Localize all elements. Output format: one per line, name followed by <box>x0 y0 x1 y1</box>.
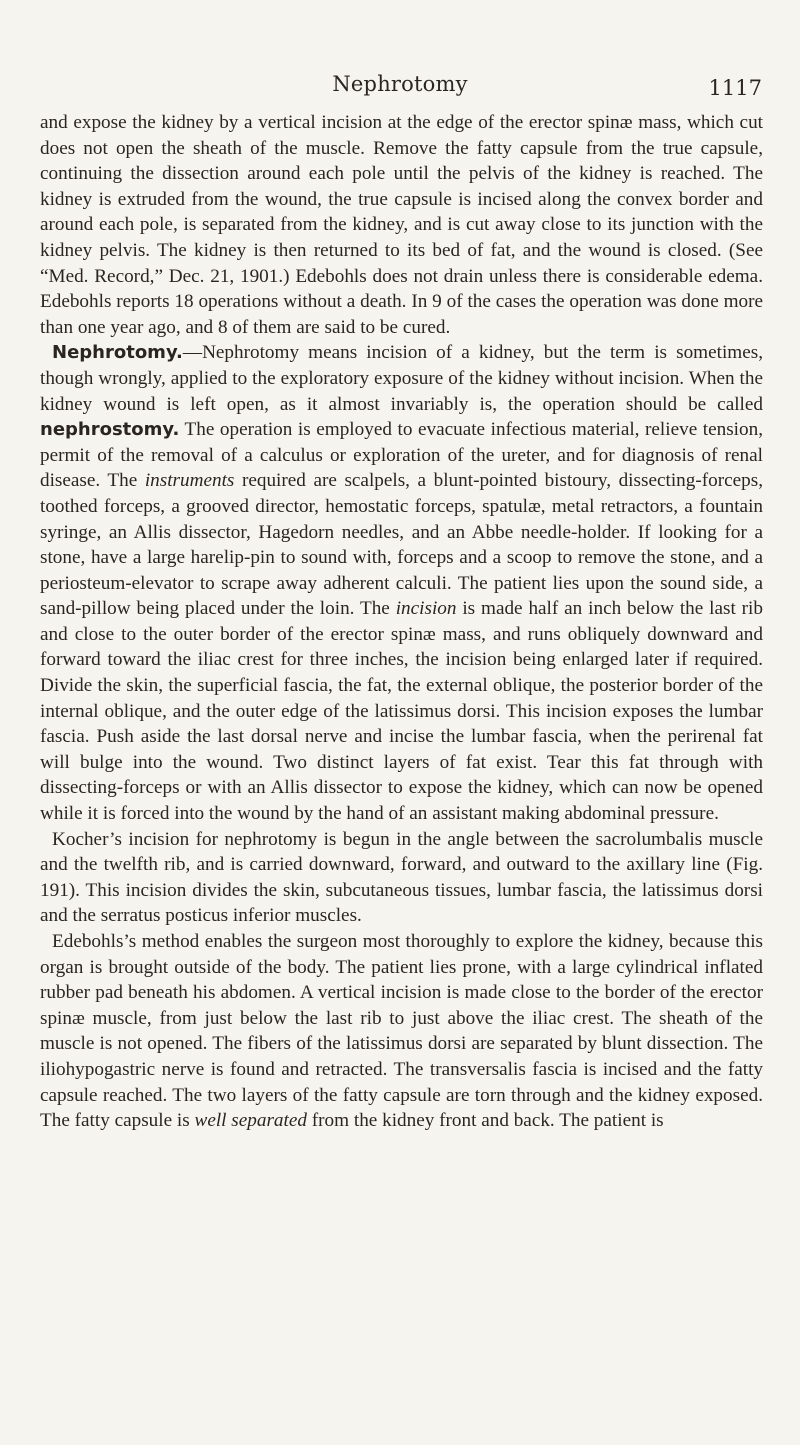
text-run: Kocher’s incision for nephrotomy is begun in the angle between the sacrolumbalis muscle and the twelfth rib, and is carried downward, forward, and outward to the axillary line (Fig. 191). This incision divides the skin, subcutaneous tissues, lumbar fascia, the latissimus dorsi and the serratus posticus inferior muscles. <box>40 828 763 927</box>
term-instruments: instruments <box>144 470 235 492</box>
text-run: from the kidney front and back. The patient is <box>306 1110 664 1132</box>
paragraph-edebohls <box>40 929 763 1134</box>
paragraph <box>40 110 763 340</box>
section-heading-nephrotomy: Nephrotomy. <box>52 342 183 364</box>
text-run: and expose the kidney by a vertical incision at the edge of the erector spinæ mass, which cut does not open the sheath of the muscle. Remove the fatty capsule from the true capsule, continuing the dissection around each pole until the pelvis of the kidney is reached. The kidney is extruded from the wound, the true capsule is incised along the convex border and around each pole, is separated from the kidney, and is cut away close to its junction with the kidney pelvis. The kidney is then returned to its bed of fat, and the wound is closed. (See “Med. Record,” Dec. 21, 1901.) Edebohls does not drain unless there is considerable edema. Edebohls reports 18 operations without a death. In 9 of the cases the operation was done more than one year ago, and 8 of them are said to be cured. <box>40 112 763 338</box>
paragraph-kocher <box>40 827 763 929</box>
term-well-separated: well separated <box>194 1110 307 1132</box>
text-run: is made half an inch below the last rib and close to the outer border of the erector spinæ mass, and runs obliquely downward and forward toward the iliac crest for three inches, the incision being enlarged later if required. Divide the skin, the superficial fascia, the fat, the external oblique, the posterior border of the internal oblique, and the outer edge of the latissimus dorsi. This incision exposes the lumbar fascia. Push aside the last dorsal nerve and incise the lumbar fascia, when the perirenal fat will bulge into the wound. Two distinct layers of fat exist. Tear this fat through with dissecting-forceps or with an Allis dissector to expose the kidney, which can now be opened while it is forced into the wound by the hand of an assistant making abdominal pressure. <box>40 598 763 825</box>
text-run: —Nephrotomy means incision of a kidney, but the term is sometimes, though wrongly, applied to the exploratory exposure of the kidney without incision. When the kidney wound is left open, as it almost invariably is, the operation should be called <box>40 342 763 415</box>
term-nephrostomy: nephrostomy. <box>40 419 180 441</box>
paragraph-nephrotomy <box>40 340 763 826</box>
running-head <box>0 72 800 102</box>
page-number: 1117 <box>708 76 762 100</box>
text-run: required are scalpels, a blunt-pointed bistoury, dissecting-forceps, toothed forceps, a grooved director, hemostatic forceps, spatulæ, metal retractors, a fountain syringe, an Allis dissector, Hagedorn needles, and an Abbe needle-holder. If looking for a stone, have a large harelip-pin to sound with, forceps and a scoop to remove the stone, and a periosteum-elevator to scrape away adherent calculi. The patient lies upon the sound side, a sand-pillow being placed under the loin. The <box>40 470 763 620</box>
text-run: Edebohls’s method enables the surgeon most thoroughly to explore the kidney, because this organ is brought outside of the body. The patient lies prone, with a large cylindrical inflated rubber pad beneath his abdomen. A vertical incision is made close to the border of the erector spinæ muscle, from just below the last rib to just above the iliac crest. The sheath of the muscle is not opened. The fibers of the latissimus dorsi are separated by blunt dissection. The iliohypogastric nerve is found and retracted. The transversalis fascia is incised and the fatty capsule reached. The two layers of the fatty capsule are torn through and the kidney exposed. The fatty capsule is <box>40 931 763 1132</box>
term-incision: incision <box>395 598 457 620</box>
text-run: The operation is employed to evacuate infectious material, relieve tension, permit of the removal of a calculus or exploration of the ureter, and for diagnosis of renal disease. The <box>40 419 763 492</box>
body-text <box>40 110 763 1134</box>
page-title: Nephrotomy <box>332 72 468 96</box>
